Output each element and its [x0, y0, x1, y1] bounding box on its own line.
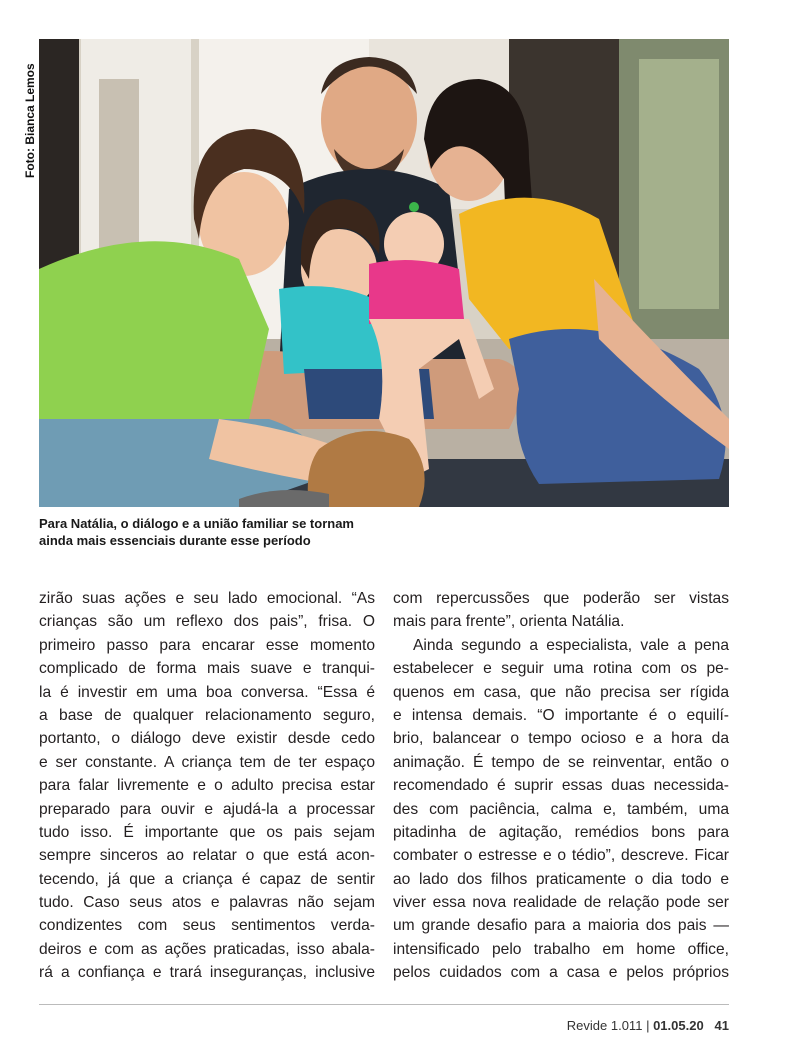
page-number: 41	[714, 1018, 729, 1033]
text-line: tecendo, já que a criança é capaz de sentir	[39, 870, 375, 888]
text-line: tudo isso. É importante que os pais sejam	[39, 823, 375, 841]
text-line: la é investir em uma boa conversa. “Essa é	[39, 683, 375, 701]
text-line: animação. É tempo de se reinventar, então o	[393, 753, 729, 771]
text-line: e intensa demais. “O importante é o equilí-	[393, 706, 729, 724]
text-line: um grande desafio para a maioria dos pais —	[393, 917, 729, 935]
page-footer	[567, 1018, 729, 1033]
photo-credit	[20, 38, 40, 178]
text-line: pitadinha de agitação, remédios bons para	[393, 823, 729, 841]
photo-credit-text: Foto: Bianca Lemos	[23, 63, 37, 178]
text-line: viver essa nova realidade de relação pode ser	[393, 894, 729, 912]
footer-separator: |	[646, 1018, 650, 1033]
family-photo	[39, 39, 729, 507]
text-line: primeiro passo para encarar esse momento	[39, 636, 375, 654]
text-line: ao lado dos filhos praticamente o dia todo e	[393, 870, 729, 888]
text-line: des com paciência, calma e, também, uma	[393, 800, 729, 818]
text-line: zirão suas ações e seu lado emocional. “As	[39, 590, 375, 607]
caption-line: ainda mais essenciais durante esse período	[39, 533, 311, 548]
magazine-issue: Revide 1.011	[566, 1018, 643, 1033]
text-line: preparado para ouvir e ajudá-la a processar	[39, 800, 375, 818]
text-line: crianças são um reflexo dos pais”, frisa. O	[39, 613, 375, 631]
text-line: tudo. Caso seus atos e palavras não sejam	[39, 894, 375, 912]
family-photo-illustration	[39, 39, 729, 507]
text-line: deiros e com as ações praticadas, isso abala-	[39, 940, 375, 958]
text-line: para falar livremente e o adulto precisa estar	[39, 777, 375, 795]
text-line: e ser constante. A criança tem de ter espaço	[39, 753, 375, 771]
text-line: quenos em casa, que não precisa ser rígida	[393, 683, 729, 701]
issue-date: 01.05.20	[653, 1018, 704, 1033]
text-line: brio, balancear o tempo ocioso e a hora da	[393, 730, 729, 748]
text-line: condizentes com seus sentimentos verda-	[39, 917, 375, 935]
text-line: mais para frente”, orienta Natália.	[393, 613, 625, 631]
text-line: combater o estresse e o tédio”, descreve. Ficar	[393, 847, 729, 865]
photo-caption	[39, 515, 459, 549]
footer-divider	[39, 1004, 729, 1005]
text-line: estabelecer e seguir uma rotina com os pe-	[393, 660, 729, 678]
text-line: complicado de forma mais suave e tranqui-	[39, 660, 375, 678]
article-column-left	[39, 587, 375, 985]
text-line: sempre sinceros ao relatar o que está acon-	[39, 847, 375, 865]
text-line: com repercussões que poderão ser vistas	[393, 590, 729, 607]
caption-line: Para Natália, o diálogo e a união familiar se tornam	[39, 516, 354, 531]
text-line: pelos cuidados com a casa e pelos próprios	[393, 964, 729, 982]
text-line: Ainda segundo a especialista, vale a pena	[413, 636, 729, 654]
text-line: a base de qualquer relacionamento seguro,	[39, 706, 375, 724]
text-line: rá a confiança e trará inseguranças, inclusive	[39, 964, 375, 982]
text-line: intensificado pelo trabalho em home office,	[393, 940, 729, 958]
text-line: recomendado é suprir essas duas necessida-	[393, 777, 729, 795]
article-column-right	[393, 587, 729, 985]
text-line: portanto, o diálogo deve existir desde cedo	[39, 730, 375, 748]
